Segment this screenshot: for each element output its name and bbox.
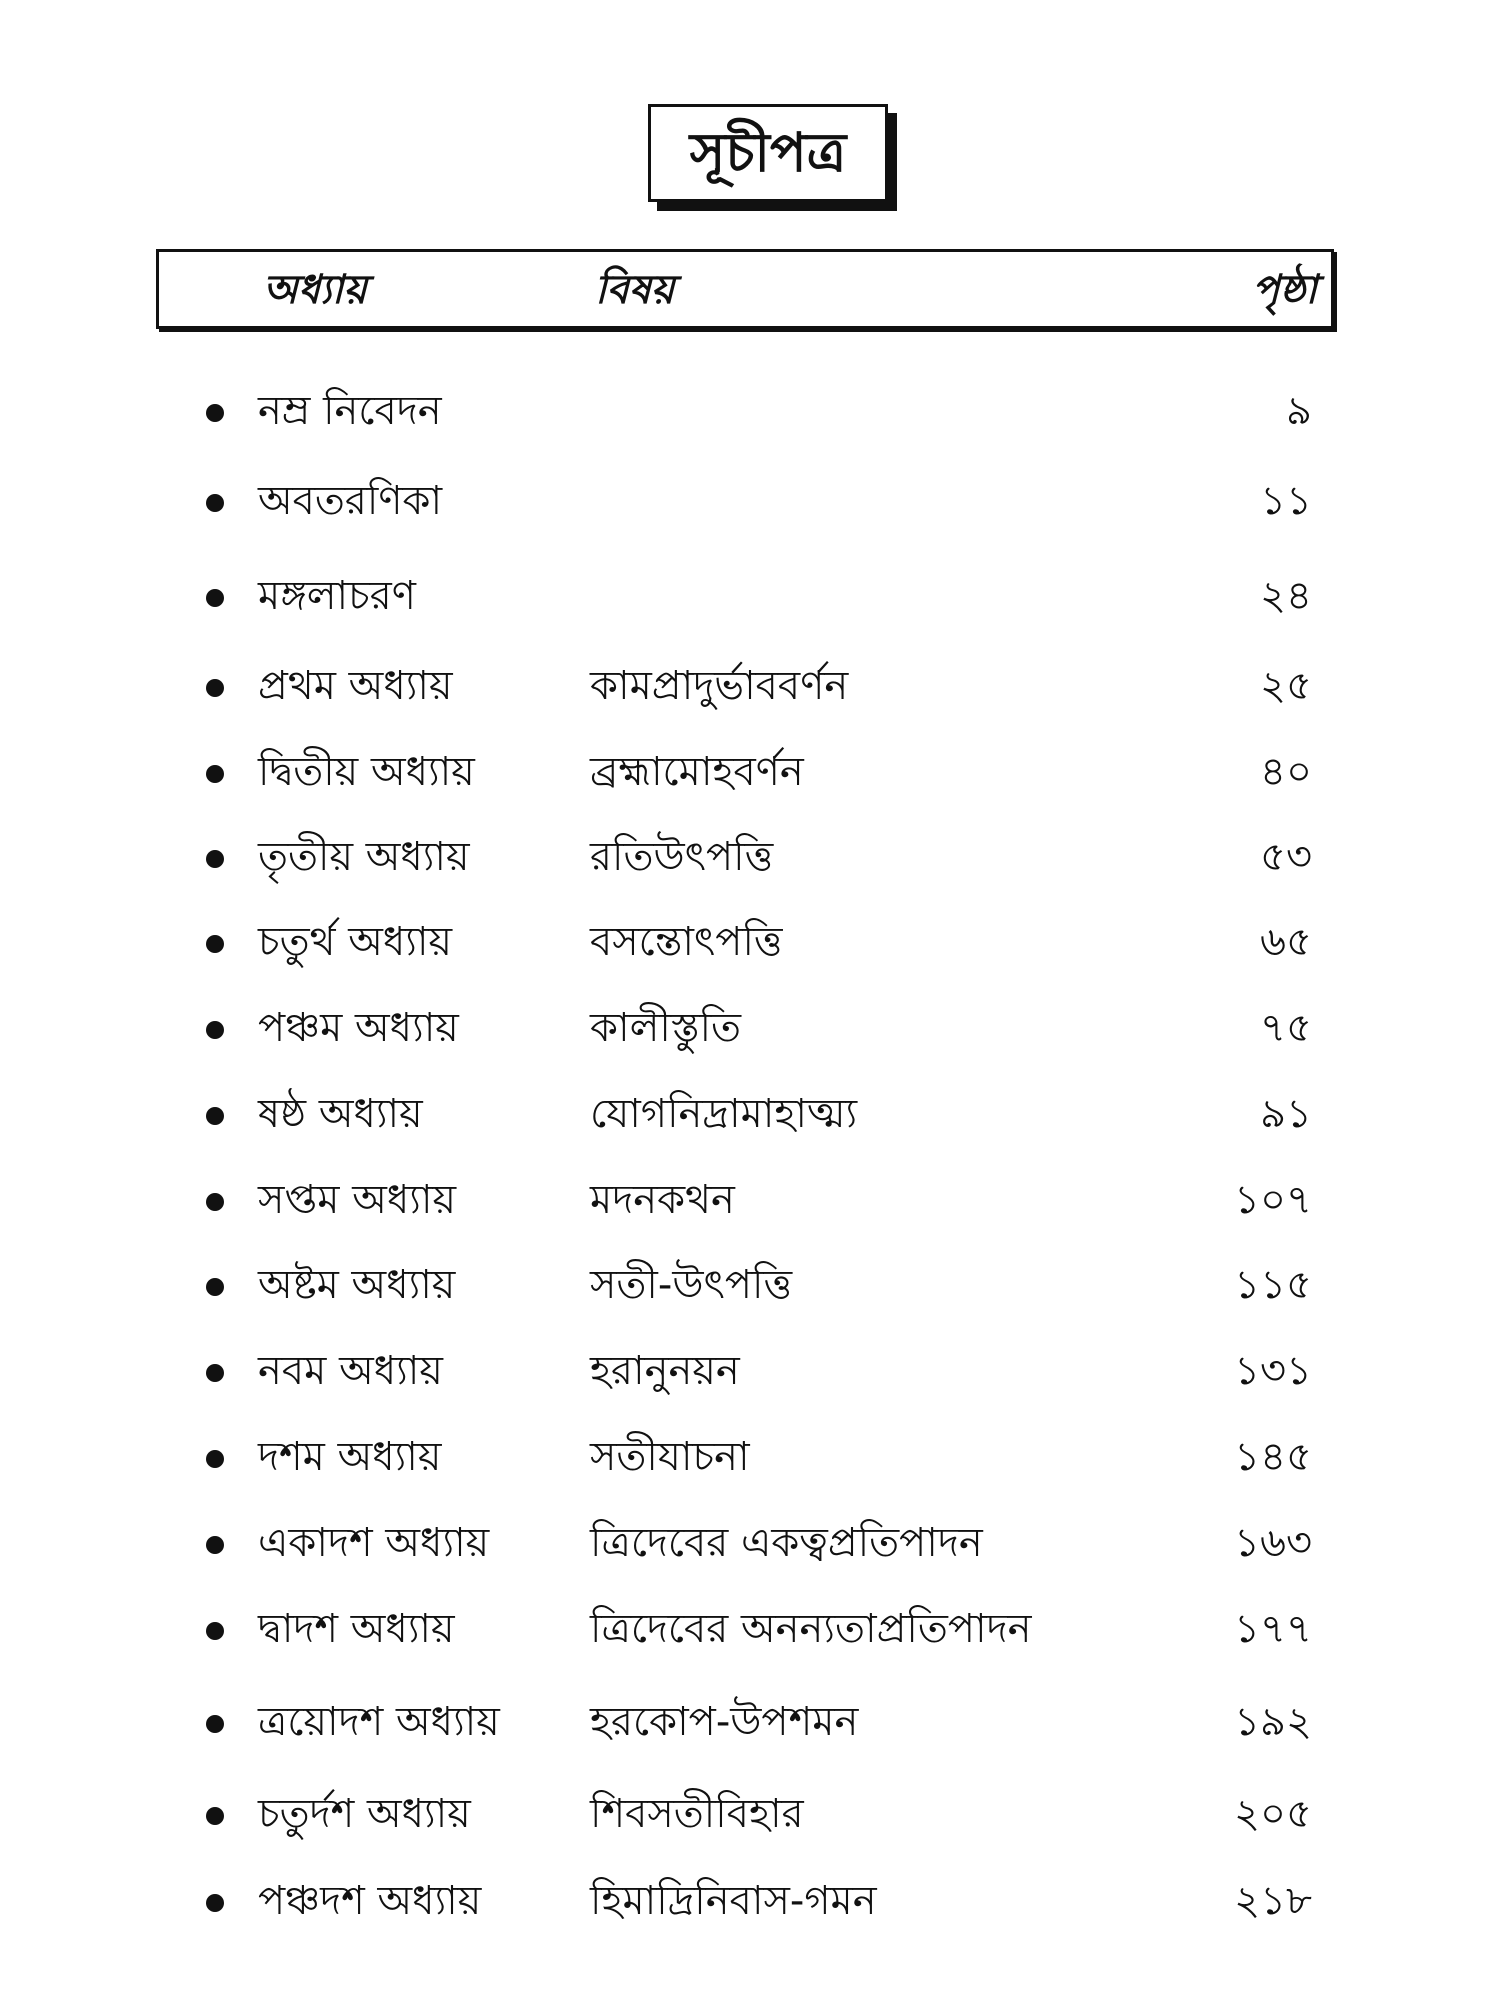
- toc-chapter: অষ্টম অধ্যায়: [258, 1262, 456, 1308]
- toc-row: [0, 473, 1500, 533]
- toc-subject: মদনকথন: [590, 1177, 735, 1223]
- toc-subject: ত্রিদেবের অনন্যতাপ্রতিপাদন: [590, 1606, 1032, 1652]
- toc-row: [0, 1601, 1500, 1661]
- toc-row: [0, 1429, 1500, 1489]
- bullet-icon: [206, 589, 224, 607]
- toc-chapter: পঞ্চদশ অধ্যায়: [258, 1878, 482, 1924]
- toc-chapter: নম্র নিবেদন: [258, 388, 442, 434]
- bullet-icon: [206, 935, 224, 953]
- toc-page: ১৬৩: [1234, 1520, 1312, 1566]
- bullet-icon: [206, 1107, 224, 1125]
- toc-subject: ত্রিদেবের একত্বপ্রতিপাদন: [590, 1520, 983, 1566]
- toc-row: [0, 1873, 1500, 1933]
- bullet-icon: [206, 1193, 224, 1211]
- toc-page: ২১৮: [1234, 1878, 1312, 1924]
- toc-subject: ব্রহ্মামোহবর্ণন: [590, 749, 804, 795]
- toc-row: [0, 829, 1500, 889]
- bullet-icon: [206, 850, 224, 868]
- toc-row: [0, 1515, 1500, 1575]
- toc-chapter: দ্বিতীয় অধ্যায়: [258, 749, 475, 795]
- toc-chapter: নবম অধ্যায়: [258, 1348, 443, 1394]
- toc-row: [0, 1343, 1500, 1403]
- toc-row: [0, 914, 1500, 974]
- bullet-icon: [206, 1807, 224, 1825]
- title-box: [648, 104, 888, 202]
- toc-chapter: একাদশ অধ্যায়: [258, 1520, 490, 1566]
- toc-chapter: দশম অধ্যায়: [258, 1434, 442, 1480]
- bullet-icon: [206, 1021, 224, 1039]
- toc-chapter: ত্রয়োদশ অধ্যায়: [258, 1699, 500, 1745]
- toc-chapter: চতুর্দশ অধ্যায়: [258, 1791, 471, 1837]
- bullet-icon: [206, 1894, 224, 1912]
- toc-subject: হরানুনয়ন: [590, 1348, 740, 1394]
- toc-page: ৬৫: [1260, 919, 1312, 965]
- bullet-icon: [206, 765, 224, 783]
- toc-page: ১১৫: [1234, 1262, 1312, 1308]
- toc-chapter: ষষ্ঠ অধ্যায়: [258, 1091, 423, 1137]
- toc-row: [0, 383, 1500, 443]
- toc-subject: সতী-উৎপত্তি: [590, 1262, 793, 1308]
- toc-subject: যোগনিদ্রামাহাত্ম্য: [590, 1091, 858, 1137]
- toc-subject: কামপ্রাদুর্ভাববর্ণন: [590, 663, 849, 709]
- toc-page: ৭৫: [1260, 1005, 1312, 1051]
- toc-subject: হিমাদ্রিনিবাস-গমন: [590, 1878, 877, 1924]
- bullet-icon: [206, 679, 224, 697]
- toc-chapter: মঙ্গলাচরণ: [258, 573, 416, 619]
- toc-page: ২৫: [1260, 663, 1312, 709]
- bullet-icon: [206, 1715, 224, 1733]
- toc-row: [0, 1000, 1500, 1060]
- toc-subject: শিবসতীবিহার: [590, 1791, 804, 1837]
- toc-chapter: প্রথম অধ্যায়: [258, 663, 453, 709]
- header-page: পৃষ্ঠা: [1252, 267, 1317, 313]
- bullet-icon: [206, 1622, 224, 1640]
- toc-header: [156, 249, 1334, 329]
- toc-row: [0, 1086, 1500, 1146]
- toc-page: ২০৫: [1234, 1791, 1312, 1837]
- toc-chapter: অবতরণিকা: [258, 478, 443, 524]
- toc-row: [0, 1172, 1500, 1232]
- toc-subject: কালীস্তুতি: [590, 1005, 742, 1051]
- bullet-icon: [206, 494, 224, 512]
- toc-page: ৯১: [1260, 1091, 1312, 1137]
- toc-page: ১৪৫: [1234, 1434, 1312, 1480]
- toc-subject: রতিউৎপত্তি: [590, 834, 774, 880]
- toc-subject: হরকোপ-উপশমন: [590, 1699, 859, 1745]
- toc-chapter: পঞ্চম অধ্যায়: [258, 1005, 459, 1051]
- header-chapter: অধ্যায়: [263, 267, 367, 313]
- toc-row: [0, 744, 1500, 804]
- bullet-icon: [206, 1364, 224, 1382]
- toc-subject: সতীযাচনা: [590, 1434, 750, 1480]
- toc-page: ১৭৭: [1234, 1606, 1312, 1652]
- toc-row: [0, 1786, 1500, 1846]
- toc-row: [0, 568, 1500, 628]
- toc-page: ৯: [1286, 388, 1312, 434]
- bullet-icon: [206, 404, 224, 422]
- toc-page: ১১: [1260, 478, 1312, 524]
- toc-page: ৫৩: [1260, 834, 1312, 880]
- bullet-icon: [206, 1450, 224, 1468]
- toc-chapter: দ্বাদশ অধ্যায়: [258, 1606, 455, 1652]
- toc-chapter: সপ্তম অধ্যায়: [258, 1177, 457, 1223]
- toc-page: ২৪: [1260, 573, 1312, 619]
- toc-page: ৪০: [1260, 749, 1312, 795]
- page-title: সূচীপত্র: [689, 121, 847, 184]
- toc-chapter: তৃতীয় অধ্যায়: [258, 834, 470, 880]
- toc-page: ১৩১: [1234, 1348, 1312, 1394]
- toc-page: ১৯২: [1234, 1699, 1312, 1745]
- toc-chapter: চতুর্থ অধ্যায়: [258, 919, 453, 965]
- header-subject: বিষয়: [595, 267, 675, 313]
- toc-row: [0, 1694, 1500, 1754]
- toc-row: [0, 658, 1500, 718]
- toc-page: ১০৭: [1234, 1177, 1312, 1223]
- bullet-icon: [206, 1278, 224, 1296]
- toc-row: [0, 1257, 1500, 1317]
- bullet-icon: [206, 1536, 224, 1554]
- toc-subject: বসন্তোৎপত্তি: [590, 919, 783, 965]
